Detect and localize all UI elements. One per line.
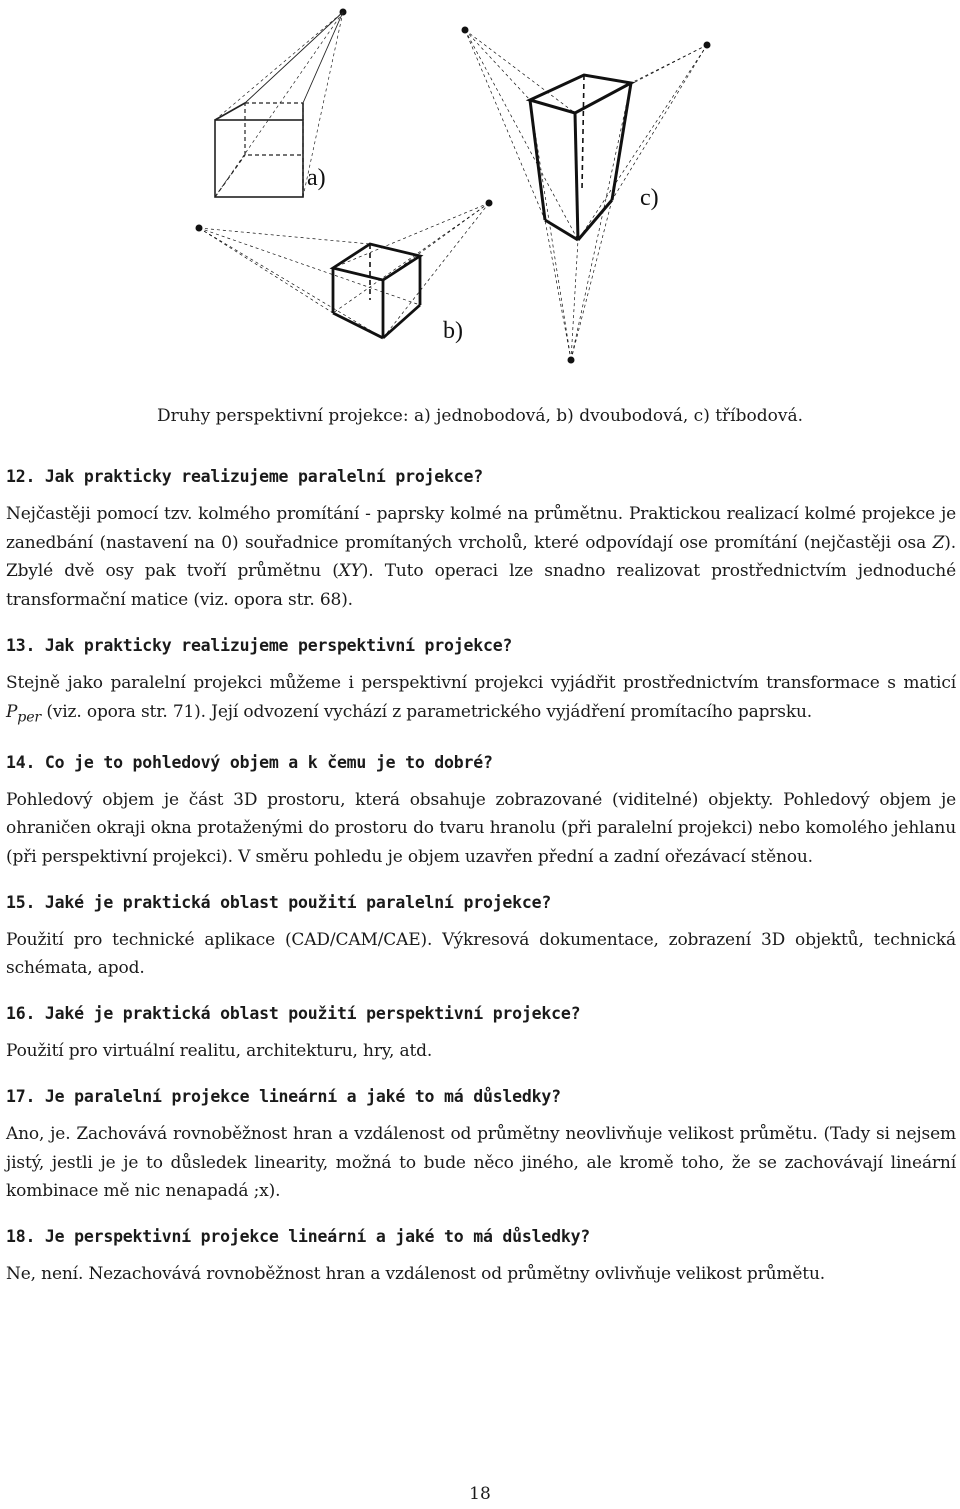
cube-one-point: [215, 9, 347, 198]
answer-16: Použití pro virtuální realitu, architekturu, hry, atd.: [6, 1041, 433, 1062]
answer-17: Ano, je. Zachovává rovnoběžnost hran a vzdálenost od průmětny neovlivňuje velikost průmětu. (Tady si nejsem jistý, jestli je je to důsledek linearity, možná to bude něco jiného, ale kromě toho, že se zachovávají lineární kombinace mě nic nenapadá ;x).: [6, 1123, 956, 1202]
section-16: [6, 999, 956, 1066]
figure-caption: Druhy perspektivní projekce: a) jednobodová, b) dvoubodová, c) tříbodová.: [157, 406, 803, 426]
perspective-figure: [0, 0, 960, 380]
label-a: a): [307, 165, 326, 191]
question-17: 17. Je paralelní projekce lineární a jaké to má důsledky?: [6, 1086, 561, 1106]
question-14: 14. Co je to pohledový objem a k čemu je to dobré?: [6, 752, 493, 772]
page-number: 18: [469, 1484, 491, 1504]
answer-12: Nejčastěji pomocí tzv. kolmého promítání - paprsky kolmé na průmětnu. Praktickou realizací kolmé projekce je zanedbání (nastavení na 0) souřadnice promítaných vrcholů, které odpovídají ose promítání (nejčastěji osa Z). Zbylé dvě osy pak tvoří průmětnu (XY). Tuto operaci lze snadno realizovat prostřednictvím jednoduché transformační matice (viz. opora str. 68).: [6, 504, 957, 611]
cube-three-point: [462, 27, 711, 364]
answer-18: Ne, není. Nezachovává rovnoběžnost hran a vzdálenost od průmětny ovlivňuje velikost průmětu.: [6, 1263, 826, 1284]
section-18: [6, 1222, 956, 1289]
label-b: b): [443, 318, 463, 344]
answer-14: Pohledový objem je část 3D prostoru, která obsahuje zobrazované (viditelné) objekty. Pohledový objem je ohraničen okraji okna protaženými do prostoru do tvaru hranolu (při paralelní projekci) nebo komolého jehlanu (při perspektivní projekci). V směru pohledu je objem uzavřen přední a zadní ořezávací stěnou.: [6, 789, 956, 868]
question-18: 18. Je perspektivní projekce lineární a jaké to má důsledky?: [6, 1226, 591, 1246]
section-15: [6, 888, 956, 983]
qa-content: [6, 462, 956, 1305]
question-16: 16. Jaké je praktická oblast použití perspektivní projekce?: [6, 1004, 581, 1024]
section-17: [6, 1082, 956, 1206]
question-13: 13. Jak prakticky realizujeme perspektivní projekce?: [6, 635, 513, 655]
question-15: 15. Jaké je praktická oblast použití paralelní projekce?: [6, 892, 552, 912]
section-12: [6, 462, 956, 615]
section-14: [6, 748, 956, 872]
question-12: 12. Jak prakticky realizujeme paralelní projekce?: [6, 467, 483, 486]
answer-15: Použití pro technické aplikace (CAD/CAM/CAE). Výkresová dokumentace, zobrazení 3D objektů, technická schémata, apod.: [6, 929, 956, 979]
section-13: [6, 631, 956, 732]
label-c: c): [640, 185, 659, 211]
answer-13: Stejně jako paralelní projekci můžeme i perspektivní projekci vyjádřit prostřednictvím transformace s maticí $P_{per}$ (viz. opora str. 71). Její odvození vychází z parametrického vyjádření promítacího paprsku.: [6, 672, 956, 725]
